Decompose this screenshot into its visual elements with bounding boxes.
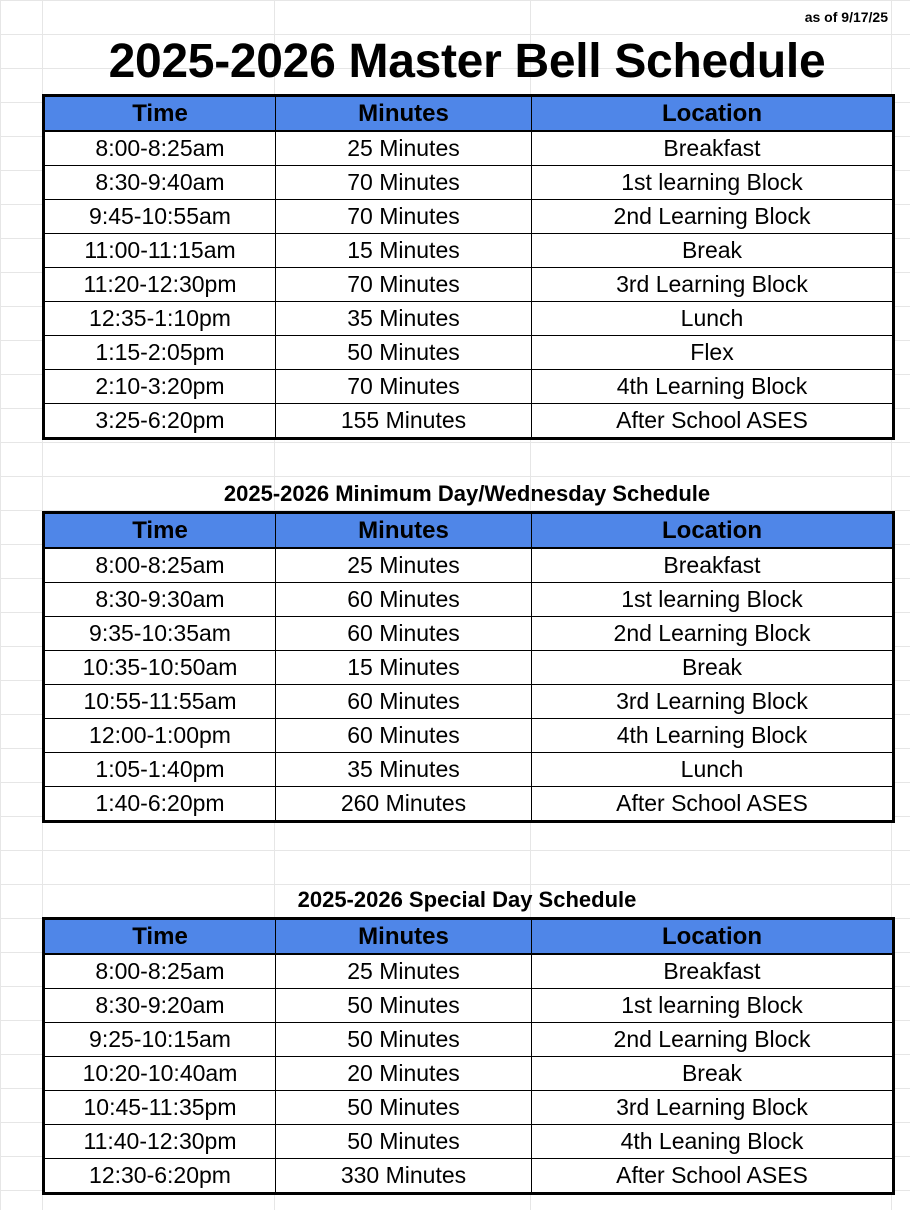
time-cell: 9:25-10:15am (44, 1023, 276, 1057)
location-cell: Breakfast (532, 131, 894, 166)
location-cell: Lunch (532, 753, 894, 787)
minutes-cell: 20 Minutes (276, 1057, 532, 1091)
time-cell: 8:30-9:40am (44, 166, 276, 200)
schedule-row (44, 617, 894, 651)
schedule-row (44, 548, 894, 583)
location-header: Location (532, 96, 894, 132)
location-cell: Lunch (532, 302, 894, 336)
location-cell: 4th Learning Block (532, 370, 894, 404)
minutes-cell: 155 Minutes (276, 404, 532, 439)
minutes-cell: 70 Minutes (276, 200, 532, 234)
minutes-cell: 260 Minutes (276, 787, 532, 822)
minutes-cell: 50 Minutes (276, 336, 532, 370)
schedule-row (44, 268, 894, 302)
schedule-row (44, 404, 894, 439)
header-row (44, 513, 894, 549)
time-cell: 12:35-1:10pm (44, 302, 276, 336)
location-cell: 4th Leaning Block (532, 1125, 894, 1159)
as-of-date: as of 9/17/25 (804, 9, 888, 25)
minutes-cell: 50 Minutes (276, 1091, 532, 1125)
minutes-cell: 50 Minutes (276, 1125, 532, 1159)
header-row (44, 96, 894, 132)
schedule-row (44, 166, 894, 200)
minimum-day-schedule-title: 2025-2026 Minimum Day/Wednesday Schedule (223, 481, 711, 506)
time-cell: 1:40-6:20pm (44, 787, 276, 822)
time-cell: 1:15-2:05pm (44, 336, 276, 370)
minutes-cell: 70 Minutes (276, 166, 532, 200)
header-row (44, 919, 894, 955)
minimum-day-schedule-table (42, 511, 895, 823)
location-cell: Break (532, 234, 894, 268)
minutes-cell: 60 Minutes (276, 583, 532, 617)
minutes-cell: 35 Minutes (276, 302, 532, 336)
location-cell: 2nd Learning Block (532, 1023, 894, 1057)
schedule-row (44, 200, 894, 234)
location-cell: Breakfast (532, 548, 894, 583)
schedule-row (44, 302, 894, 336)
time-cell: 10:45-11:35pm (44, 1091, 276, 1125)
schedule-row (44, 234, 894, 268)
location-header: Location (532, 919, 894, 955)
schedule-row (44, 1091, 894, 1125)
schedule-row (44, 753, 894, 787)
schedule-row (44, 583, 894, 617)
minutes-cell: 60 Minutes (276, 617, 532, 651)
schedule-row (44, 1057, 894, 1091)
location-cell: 3rd Learning Block (532, 685, 894, 719)
minutes-cell: 60 Minutes (276, 719, 532, 753)
schedule-row (44, 787, 894, 822)
minutes-header: Minutes (276, 919, 532, 955)
special-day-schedule-table (42, 917, 895, 1195)
schedule-row (44, 651, 894, 685)
location-cell: 3rd Learning Block (532, 268, 894, 302)
time-cell: 3:25-6:20pm (44, 404, 276, 439)
location-header: Location (532, 513, 894, 549)
schedule-row (44, 1159, 894, 1194)
time-cell: 8:00-8:25am (44, 548, 276, 583)
minutes-cell: 25 Minutes (276, 131, 532, 166)
location-cell: After School ASES (532, 1159, 894, 1194)
minutes-cell: 25 Minutes (276, 548, 532, 583)
schedule-row (44, 336, 894, 370)
time-cell: 11:00-11:15am (44, 234, 276, 268)
master-schedule-title: 2025-2026 Master Bell Schedule (108, 35, 826, 88)
time-cell: 12:00-1:00pm (44, 719, 276, 753)
time-cell: 8:30-9:30am (44, 583, 276, 617)
time-cell: 11:40-12:30pm (44, 1125, 276, 1159)
time-cell: 10:35-10:50am (44, 651, 276, 685)
time-cell: 10:20-10:40am (44, 1057, 276, 1091)
time-cell: 9:45-10:55am (44, 200, 276, 234)
location-cell: 2nd Learning Block (532, 200, 894, 234)
location-cell: 1st learning Block (532, 166, 894, 200)
schedule-row (44, 989, 894, 1023)
time-cell: 8:00-8:25am (44, 131, 276, 166)
minutes-cell: 35 Minutes (276, 753, 532, 787)
schedule-row (44, 719, 894, 753)
location-cell: 1st learning Block (532, 583, 894, 617)
minutes-cell: 25 Minutes (276, 954, 532, 989)
special-day-schedule-title: 2025-2026 Special Day Schedule (297, 887, 637, 912)
schedule-row (44, 1125, 894, 1159)
time-header: Time (44, 96, 276, 132)
minutes-cell: 70 Minutes (276, 268, 532, 302)
location-cell: Breakfast (532, 954, 894, 989)
location-cell: 1st learning Block (532, 989, 894, 1023)
time-cell: 2:10-3:20pm (44, 370, 276, 404)
master-schedule-table (42, 94, 895, 440)
schedule-row (44, 131, 894, 166)
minutes-cell: 330 Minutes (276, 1159, 532, 1194)
time-header: Time (44, 513, 276, 549)
minutes-cell: 70 Minutes (276, 370, 532, 404)
location-cell: Break (532, 1057, 894, 1091)
location-cell: Flex (532, 336, 894, 370)
time-header: Time (44, 919, 276, 955)
location-cell: 2nd Learning Block (532, 617, 894, 651)
minutes-cell: 15 Minutes (276, 234, 532, 268)
time-cell: 8:00-8:25am (44, 954, 276, 989)
location-cell: 3rd Learning Block (532, 1091, 894, 1125)
time-cell: 1:05-1:40pm (44, 753, 276, 787)
location-cell: 4th Learning Block (532, 719, 894, 753)
time-cell: 11:20-12:30pm (44, 268, 276, 302)
minutes-header: Minutes (276, 96, 532, 132)
schedule-row (44, 954, 894, 989)
schedule-row (44, 1023, 894, 1057)
minutes-cell: 60 Minutes (276, 685, 532, 719)
location-cell: After School ASES (532, 404, 894, 439)
location-cell: Break (532, 651, 894, 685)
time-cell: 10:55-11:55am (44, 685, 276, 719)
schedule-row (44, 370, 894, 404)
minutes-header: Minutes (276, 513, 532, 549)
time-cell: 9:35-10:35am (44, 617, 276, 651)
location-cell: After School ASES (532, 787, 894, 822)
minutes-cell: 15 Minutes (276, 651, 532, 685)
time-cell: 12:30-6:20pm (44, 1159, 276, 1194)
schedule-row (44, 685, 894, 719)
time-cell: 8:30-9:20am (44, 989, 276, 1023)
minutes-cell: 50 Minutes (276, 989, 532, 1023)
minutes-cell: 50 Minutes (276, 1023, 532, 1057)
